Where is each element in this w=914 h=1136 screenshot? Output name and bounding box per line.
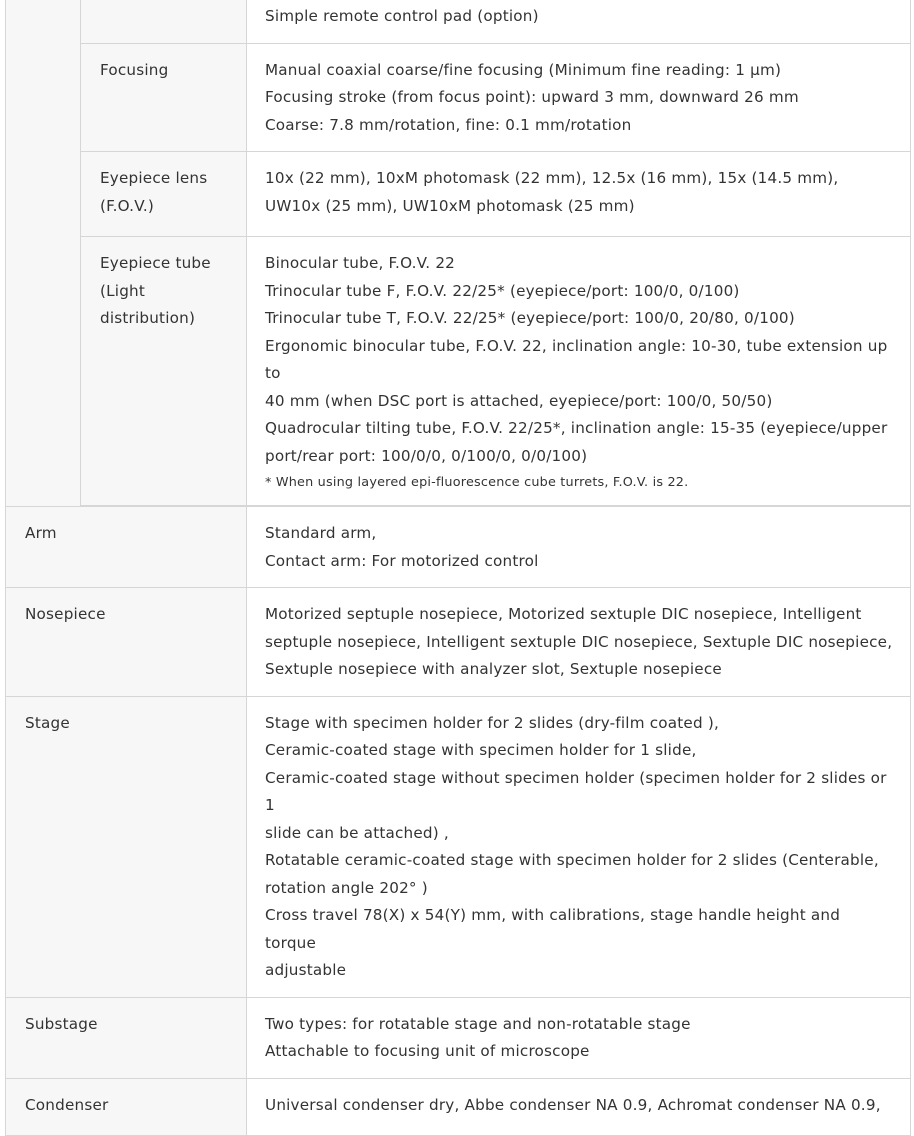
row-label: (F.O.V.) [100,196,154,215]
table-row [6,1078,911,1136]
table-row [6,588,911,697]
table-row [6,152,911,237]
row-label: (Light [100,281,146,300]
value-line: Stage with specimen holder for 2 slides (dry-film coated ), [265,713,719,732]
value-line: adjustable [265,961,347,979]
value-line: Manual coaxial coarse/fine focusing (Minimum fine reading: 1 µm) [265,60,782,79]
row-label-stage [6,696,247,997]
row-label-cell [81,0,247,43]
row-label-eyepiece-tube [81,237,247,506]
value-line: rotation angle 202° ) [265,878,428,897]
row-value-stage [247,696,911,997]
row-value-cell [247,0,911,43]
value-line: Two types: for rotatable stage and non-rotatable stage [265,1014,691,1033]
table-row [6,43,911,152]
row-label-focusing [81,43,247,152]
row-label: distribution) [100,309,196,327]
row-value-arm [247,507,911,588]
table-row [6,997,911,1078]
row-value-condenser [247,1078,911,1136]
value-line: 10x (22 mm), 10xM photomask (22 mm), 12.5x (16 mm), 15x (14.5 mm), [265,169,839,187]
value-line: slide can be attached) , [265,823,449,842]
row-value-eyepiece-tube [247,237,911,506]
row-label: Substage [25,1014,98,1033]
row-label-arm [6,507,247,588]
value-line: Trinocular tube F, F.O.V. 22/25* (eyepiece/port: 100/0, 0/100) [265,281,740,300]
row-value-substage [247,997,911,1078]
row-label: Stage [25,713,70,732]
group-label-cell [6,0,81,507]
value-line: Ergonomic binocular tube, F.O.V. 22, inclination angle: 10-30, tube extension up to [265,336,888,382]
row-label-substage [6,997,247,1078]
value-line: port/rear port: 100/0/0, 0/100/0, 0/0/100) [265,446,588,465]
value-line: Universal condenser dry, Abbe condenser NA 0.9, Achromat condenser NA 0.9, [265,1095,881,1114]
value-line: Rotatable ceramic-coated stage with specimen holder for 2 slides (Centerable, [265,851,879,869]
value-line: Sextuple nosepiece with analyzer slot, Sextuple nosepiece [265,660,722,678]
value-line: Trinocular tube T, F.O.V. 22/25* (eyepiece/port: 100/0, 20/80, 0/100) [265,309,795,327]
row-label: Eyepiece lens [100,169,208,187]
value-line: Standard arm, [265,524,377,542]
value-line: Ceramic-coated stage without specimen holder (specimen holder for 2 slides or 1 [265,768,887,814]
value-line: Motorized septuple nosepiece, Motorized sextuple DIC nosepiece, Intelligent [265,605,862,623]
value-line: septuple nosepiece, Intelligent sextuple DIC nosepiece, Sextuple DIC nosepiece, [265,632,893,651]
row-label: Eyepiece tube [100,254,211,272]
value-line: UW10x (25 mm), UW10xM photomask (25 mm) [265,196,635,215]
value-line: Cross travel 78(X) x 54(Y) mm, with calibrations, stage handle height and torque [265,906,841,952]
row-label-condenser [6,1078,247,1136]
table-row [6,237,911,506]
value-line: Simple remote control pad (option) [265,7,539,25]
table-row [6,0,911,43]
footnote: * When using layered epi-fluorescence cube turrets, F.O.V. is 22. [265,475,689,490]
row-value-eyepiece-lens [247,152,911,237]
value-line: 40 mm (when DSC port is attached, eyepiece/port: 100/0, 50/50) [265,391,773,410]
row-label-nosepiece [6,588,247,697]
row-label: Condenser [25,1095,109,1114]
row-label-eyepiece-lens [81,152,247,237]
value-line: Focusing stroke (from focus point): upward 3 mm, downward 26 mm [265,88,799,106]
row-value-focusing [247,43,911,152]
row-label: Arm [25,524,57,542]
table-row [6,696,911,997]
value-line: Contact arm: For motorized control [265,551,539,570]
specifications-table [5,0,911,1136]
value-line: Coarse: 7.8 mm/rotation, fine: 0.1 mm/rotation [265,115,632,134]
value-line: Ceramic-coated stage with specimen holder for 1 slide, [265,741,697,759]
value-line: Binocular tube, F.O.V. 22 [265,254,456,272]
table-row [6,507,911,588]
value-line: Quadrocular tilting tube, F.O.V. 22/25*, inclination angle: 15-35 (eyepiece/upper [265,419,888,437]
row-label: Focusing [100,60,169,79]
row-label: Nosepiece [25,605,106,623]
value-line: Attachable to focusing unit of microscope [265,1042,590,1060]
row-value-nosepiece [247,588,911,697]
